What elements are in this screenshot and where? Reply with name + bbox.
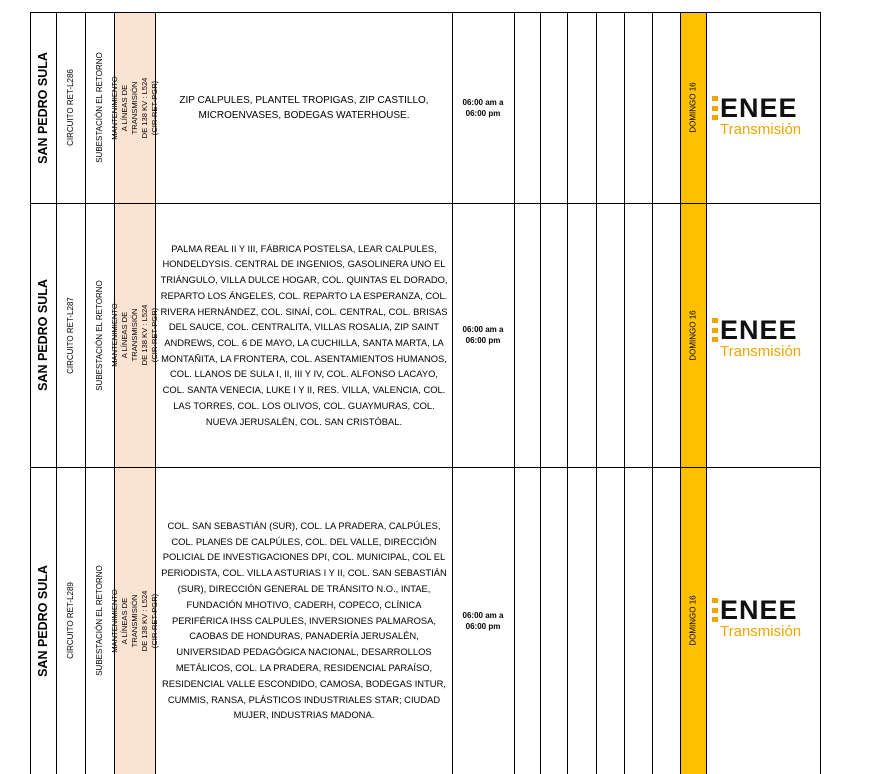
circuit-cell: CIRCUITO RET-L287 [66,296,76,374]
enee-logo: ENEE Transmisión [712,316,870,360]
affected-zones-cell: PALMA REAL II Y III, FÁBRICA POSTELSA, LEAR CALPULES, HONDELDYSIS. CENTRAL DE INGENIOS, GASOLINERA UNO EL TRIÁNGULO, VILLA DULCE HOGAR, COL. QUINTAS EL DORADO, REPARTO LOS ÁNGELES, COL. REPARTO LA ESPERANZA, COL. RIVERA HERNÁNDEZ, COL. SINAÍ, COL. CENTRAL, COL. BRISAS DEL SAUCE, COL. CENTRALITA, VILLAS ROSALIA, ZIP SAINT ANDREWS, COL. 6 DE MAYO, LA CUCHILLA, SANTA MARTA, LA MONTAÑITA, LA FRONTERA, COL. ASENTAMIENTOS HUMANOS, COL. LLANOS DE SULA I, II, III Y IV, COL. ALFONSO LACAYO, COL. SANTA VENECIA, LUKE I Y II, RES. VILLA, VALENCIA, COL. LAS TORRES, COL. LOS OLIVOS, COL. GUAYMURAS, COL. NUEVA JERUSALÉN, COL. SAN CRISTÓBAL. [160,242,448,427]
grid-line [706,12,707,774]
day-cell: DOMINGO 16 [688,309,698,361]
city-cell: SAN PEDRO SULA [36,51,51,164]
day-cell: DOMINGO 16 [688,595,698,646]
grid-line [567,12,568,774]
maintenance-cell: MANTENIMIENTO A LÍNEAS DE TRANSMISIÓN DE 138 KV : L524 (CIR-RET-PGR) [109,588,159,653]
schedule-cell: 06:00 am a 06:00 pm [462,610,504,631]
circuit-cell: CIRCUITO RET-L289 [66,582,76,659]
maintenance-cell: MANTENIMIENTO A LÍNEAS DE TRANSMISIÓN DE 138 KV : L524 (CIR-RET-PGR) [109,303,159,367]
substation-cell: SUBESTACIÓN EL RETORNO [95,52,105,163]
grid-line [596,12,597,774]
day-cell: DOMINGO 16 [688,82,698,133]
city-cell: SAN PEDRO SULA [36,279,51,391]
grid-line [652,12,653,774]
substation-cell: SUBESTACIÓN EL RETORNO [95,565,105,676]
maintenance-cell: MANTENIMIENTO A LÍNEAS DE TRANSMISIÓN DE 138 KV : L524 (CIR-RET-PGR) [109,75,159,140]
schedule-cell: 06:00 am a 06:00 pm [462,97,504,118]
enee-logo: ENEE Transmisión [712,596,870,640]
enee-logo: ENEE Transmisión [712,94,870,138]
grid-line [514,12,515,774]
schedule-cell: 06:00 am a 06:00 pm [462,325,504,345]
substation-cell: SUBESTACIÓN EL RETORNO [95,279,105,391]
affected-zones-cell: ZIP CALPULES, PLANTEL TROPIGAS, ZIP CASTILLO, MICROENVASES, BODEGAS WATERHOUSE. [179,94,429,121]
affected-zones-cell: COL. SAN SEBASTIÁN (SUR), COL. LA PRADERA, CALPÚLES, COL. PLANES DE CALPÚLES, COL. DEL VALLE, DIRECCIÓN POLICIAL DE INVESTIGACIONES DPI, COL. MUNICIPAL, COL EL PERIODISTA, COL. VILLA ASTURIAS I Y II, COL. SAN SEBASTIÁN (SUR), DIRECCIÓN GENERAL DE TRÁNSITO N.O., INTAE, FUNDACIÓN MHOTIVO, CADERH, COPECO, CLÍNICA PERIFÉRICA IHSS CALPULES, INVERSIONES PALMAROSA, CAOBAS DE HONDURAS, PANADERÍA JERUSALÉN, UNIVERSIDAD PEDAGÓGICA NACIONAL, DESARROLLOS METÁLICOS, COL. LA PRADERA, RESIDENCIAL PARAÍSO, RESIDENCIAL VALLE ESCONDIDO, CAMOSA, BODEGAS INTUR, CUMMIS, RANSA, PLÁSTICOS INDUSTRIALES STAR; CIUDAD MUJER, INDUSTRIAS MADONA. [161,519,447,721]
circuit-cell: CIRCUITO RET-L286 [66,69,76,146]
grid-line [540,12,541,774]
city-cell: SAN PEDRO SULA [36,564,51,677]
grid-line [624,12,625,774]
